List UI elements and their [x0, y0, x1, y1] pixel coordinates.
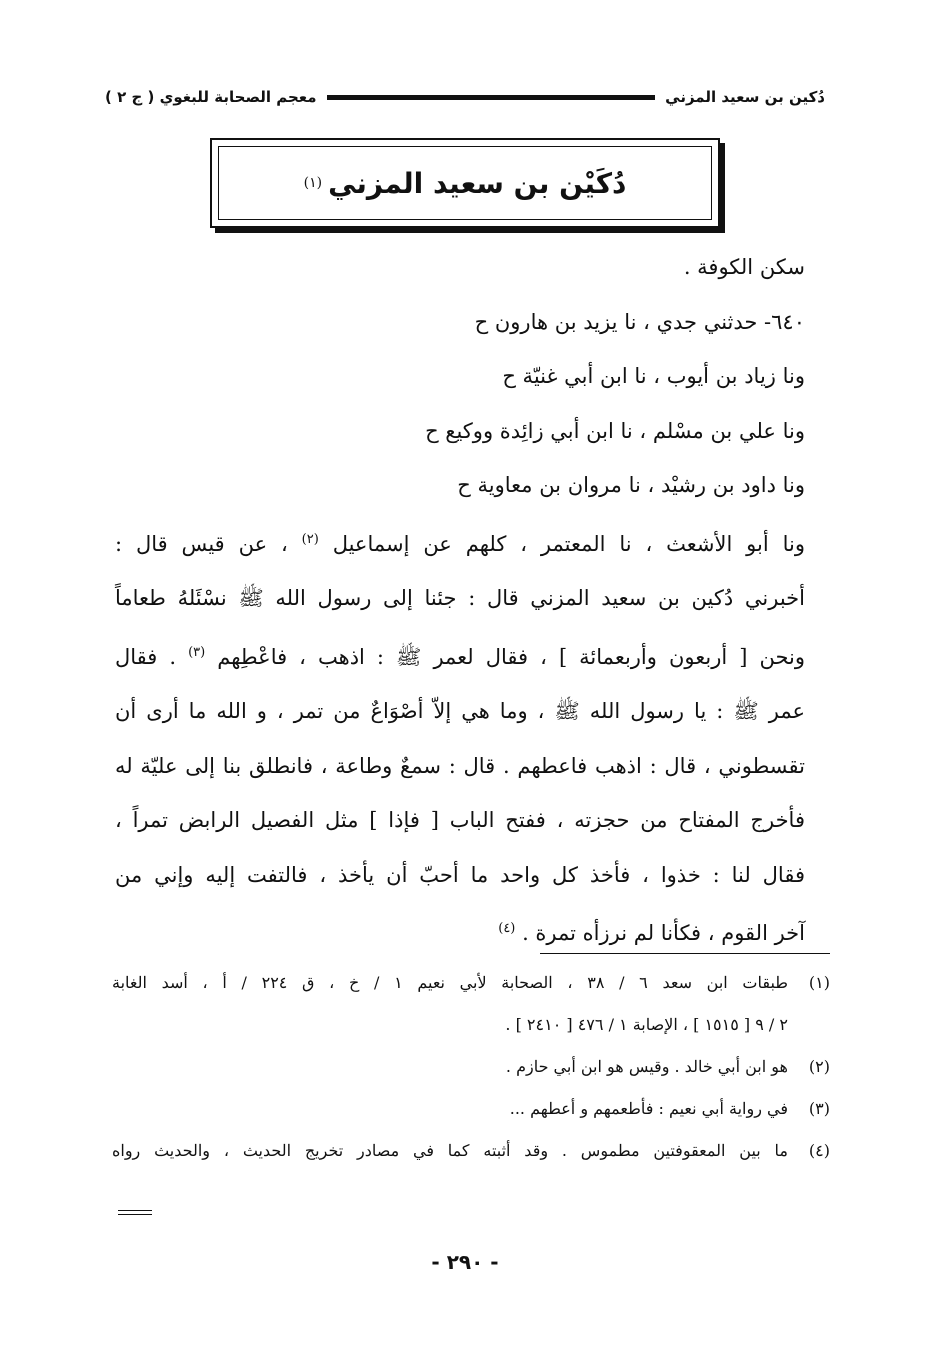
text-line: سكن الكوفة .: [683, 255, 805, 279]
text-line: فقال لنا : خذوا ، فأخذ كل واحد ما أحبّ أن يأخذ ، فالتفت إليه وإني من: [115, 862, 805, 887]
text-line: [115, 626, 805, 685]
footnote-text: ٢ / ٩ [ ١٥١٥ ] ، الإصابة ١ / ٤٧٦ [ ٢٤١٠ ] .: [505, 1015, 788, 1034]
footnote-number: (١): [808, 973, 830, 992]
footnote-indent: [788, 1004, 830, 1046]
entry-title: دُكَيْن بن سعيد المزني: [328, 166, 627, 200]
text-line: أخبرني دُكين بن سعيد المزني قال : جئنا إلى رسول الله ﷺ نسْئَلهُ طعاماً: [115, 586, 805, 610]
continuation-mark: [118, 1210, 152, 1211]
footnote-text: طبقات ابن سعد ٦ / ٣٨ ، الصحابة لأبي نعيم ١ / خ ، ق ٢٢٤ / أ ، أسد الغابة: [112, 973, 788, 992]
running-header: [105, 80, 825, 114]
text-line: [115, 902, 805, 961]
footnote-item-continued: [112, 1004, 830, 1046]
footnote-number: (٣): [808, 1099, 830, 1118]
footnote-ref: (٣): [188, 644, 206, 660]
footnote-item: [112, 1130, 830, 1172]
footnote-number: (٢): [808, 1057, 830, 1076]
footnotes: [112, 962, 830, 1172]
continuation-mark: [118, 1214, 152, 1215]
header-rule: [327, 95, 656, 100]
text-line: فأخرج المفتاح من حجزته ، ففتح الباب [ فإذا ] مثل الفصيل الرابض تمراً ،: [115, 808, 805, 832]
footnote-number: (٤): [808, 1141, 830, 1160]
footnote-separator: [540, 953, 830, 954]
text-segment: . فقال: [115, 644, 177, 669]
header-entry-title: دُكين بن سعيد المزني: [665, 88, 825, 106]
footnote-item: [112, 1046, 830, 1088]
text-line: تقسطوني ، قال : اذهب فاعطهم . قال : سمعٌ وطاعة ، فانطلق بنا إلى عليّة له: [115, 753, 805, 778]
footnote-ref: (٢): [301, 531, 319, 547]
text-line: ونا داود بن رشيْد ، نا مروان بن معاوية ح: [457, 473, 805, 497]
footnote-text: ما بين المعقوفتين مطموس . وقد أثبته كما في مصادر تخريج الحديث ، والحديث رواه: [112, 1141, 788, 1160]
title-footnote-ref: (١): [303, 175, 323, 191]
footnote-item: [112, 962, 830, 1004]
text-line: ونا زياد بن أيوب ، نا ابن أبي غنيّة ح: [502, 364, 805, 388]
footnote-text: في رواية أبي نعيم : فأطعمهم و أعطهم ...: [509, 1099, 788, 1118]
main-text: [115, 240, 805, 961]
text-line: ونا علي بن مسْلم ، نا ابن أبي زائِدة ووكيع ح: [425, 418, 805, 443]
page-number: - ٢٩٠ -: [431, 1250, 499, 1274]
text-segment: ونا أبو الأشعث ، نا المعتمر ، كلهم عن إسماعيل: [332, 531, 805, 556]
text-line: ٦٤٠- حدثني جدي ، نا يزيد بن هارون ح: [474, 309, 805, 334]
title-frame: [210, 138, 720, 228]
text-line: عمر ﷺ : يا رسول الله ﷺ ، وما هي إلاّ أصْوَاعٌ من تمر ، و الله ما أرى أن: [115, 699, 805, 723]
header-book-title: معجم الصحابة للبغوي ( ج ٢ ): [105, 88, 317, 106]
text-segment: آخر القوم ، فكأنا لم نرزأه تمرة .: [522, 921, 805, 945]
text-segment: ، عن قيس قال :: [115, 531, 288, 556]
footnote-text: هو ابن أبي خالد . وقيس هو ابن أبي حازم .: [505, 1057, 788, 1076]
text-line: [115, 513, 805, 572]
text-segment: ونحن [ أربعون وأربعمائة ] ، فقال لعمر ﷺ : اذهب ، فاعْطِهم: [217, 644, 805, 669]
title-frame-inner: [218, 146, 712, 220]
footnote-item: [112, 1088, 830, 1130]
footnote-ref: (٤): [498, 921, 516, 936]
